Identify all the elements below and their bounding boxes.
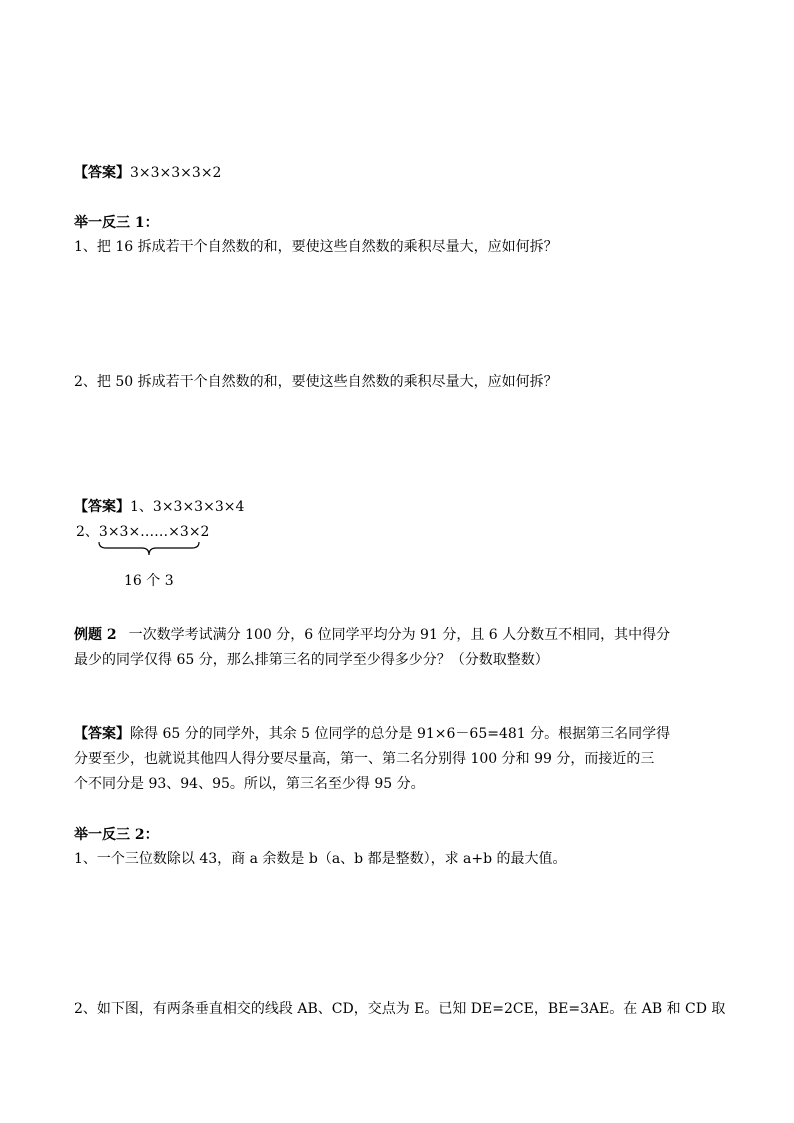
answer-3-line-3: 个不同分是 93、94、95。所以，第三名至少得 95 分。 bbox=[74, 776, 425, 792]
example-label: 例题 2 bbox=[74, 627, 117, 643]
answer-1 bbox=[74, 164, 221, 182]
answer-text: 除得 65 分的同学外，其余 5 位同学的总分是 91×6－65=481 分。根据第三名同学得 bbox=[130, 726, 671, 742]
brace-note: 16 个 3 bbox=[124, 573, 174, 589]
answer-text: 1、3×3×3×3×4 bbox=[130, 499, 245, 515]
answer-label: 【答案】 bbox=[74, 499, 130, 515]
example-2-line-1 bbox=[74, 626, 670, 644]
answer-3-line-2: 分要至少，也就说其他四人得分要尽量高，第一、第二名分别得 100 分和 99 分，而接近的三 bbox=[74, 751, 655, 767]
answer-3-line-1 bbox=[74, 725, 670, 743]
section-title-1: 举一反三 1： bbox=[74, 215, 159, 231]
answer-text: 3×3×3×3×2 bbox=[130, 165, 222, 181]
answer-label: 【答案】 bbox=[74, 165, 130, 181]
answer-label: 【答案】 bbox=[74, 726, 130, 742]
underbrace bbox=[96, 540, 202, 558]
answer-2-line-2: 2、3×3×……×3×2 bbox=[76, 524, 210, 540]
answer-2-line-1 bbox=[74, 498, 244, 516]
section-title-2: 举一反三 2： bbox=[74, 827, 159, 843]
example-2-line-2: 最少的同学仅得 65 分，那么排第三名的同学至少得多少分？（分数取整数） bbox=[74, 652, 549, 668]
question-2-1: 1、一个三位数除以 43，商 a 余数是 b（a、b 都是整数），求 a+b 的最大值。 bbox=[74, 851, 567, 867]
question-1-2: 2、把 50 拆成若干个自然数的和，要使这些自然数的乘积尽量大，应如何拆？ bbox=[74, 374, 558, 390]
question-2-2: 2、如下图，有两条垂直相交的线段 AB、CD，交点为 E。已知 DE=2CE，BE=3AE。在 AB 和 CD 取 bbox=[74, 1001, 726, 1017]
example-text: 一次数学考试满分 100 分，6 位同学平均分为 91 分，且 6 人分数互不相同，其中得分 bbox=[128, 627, 671, 643]
question-1-1: 1、把 16 拆成若干个自然数的和，要使这些自然数的乘积尽量大，应如何拆？ bbox=[74, 239, 558, 255]
